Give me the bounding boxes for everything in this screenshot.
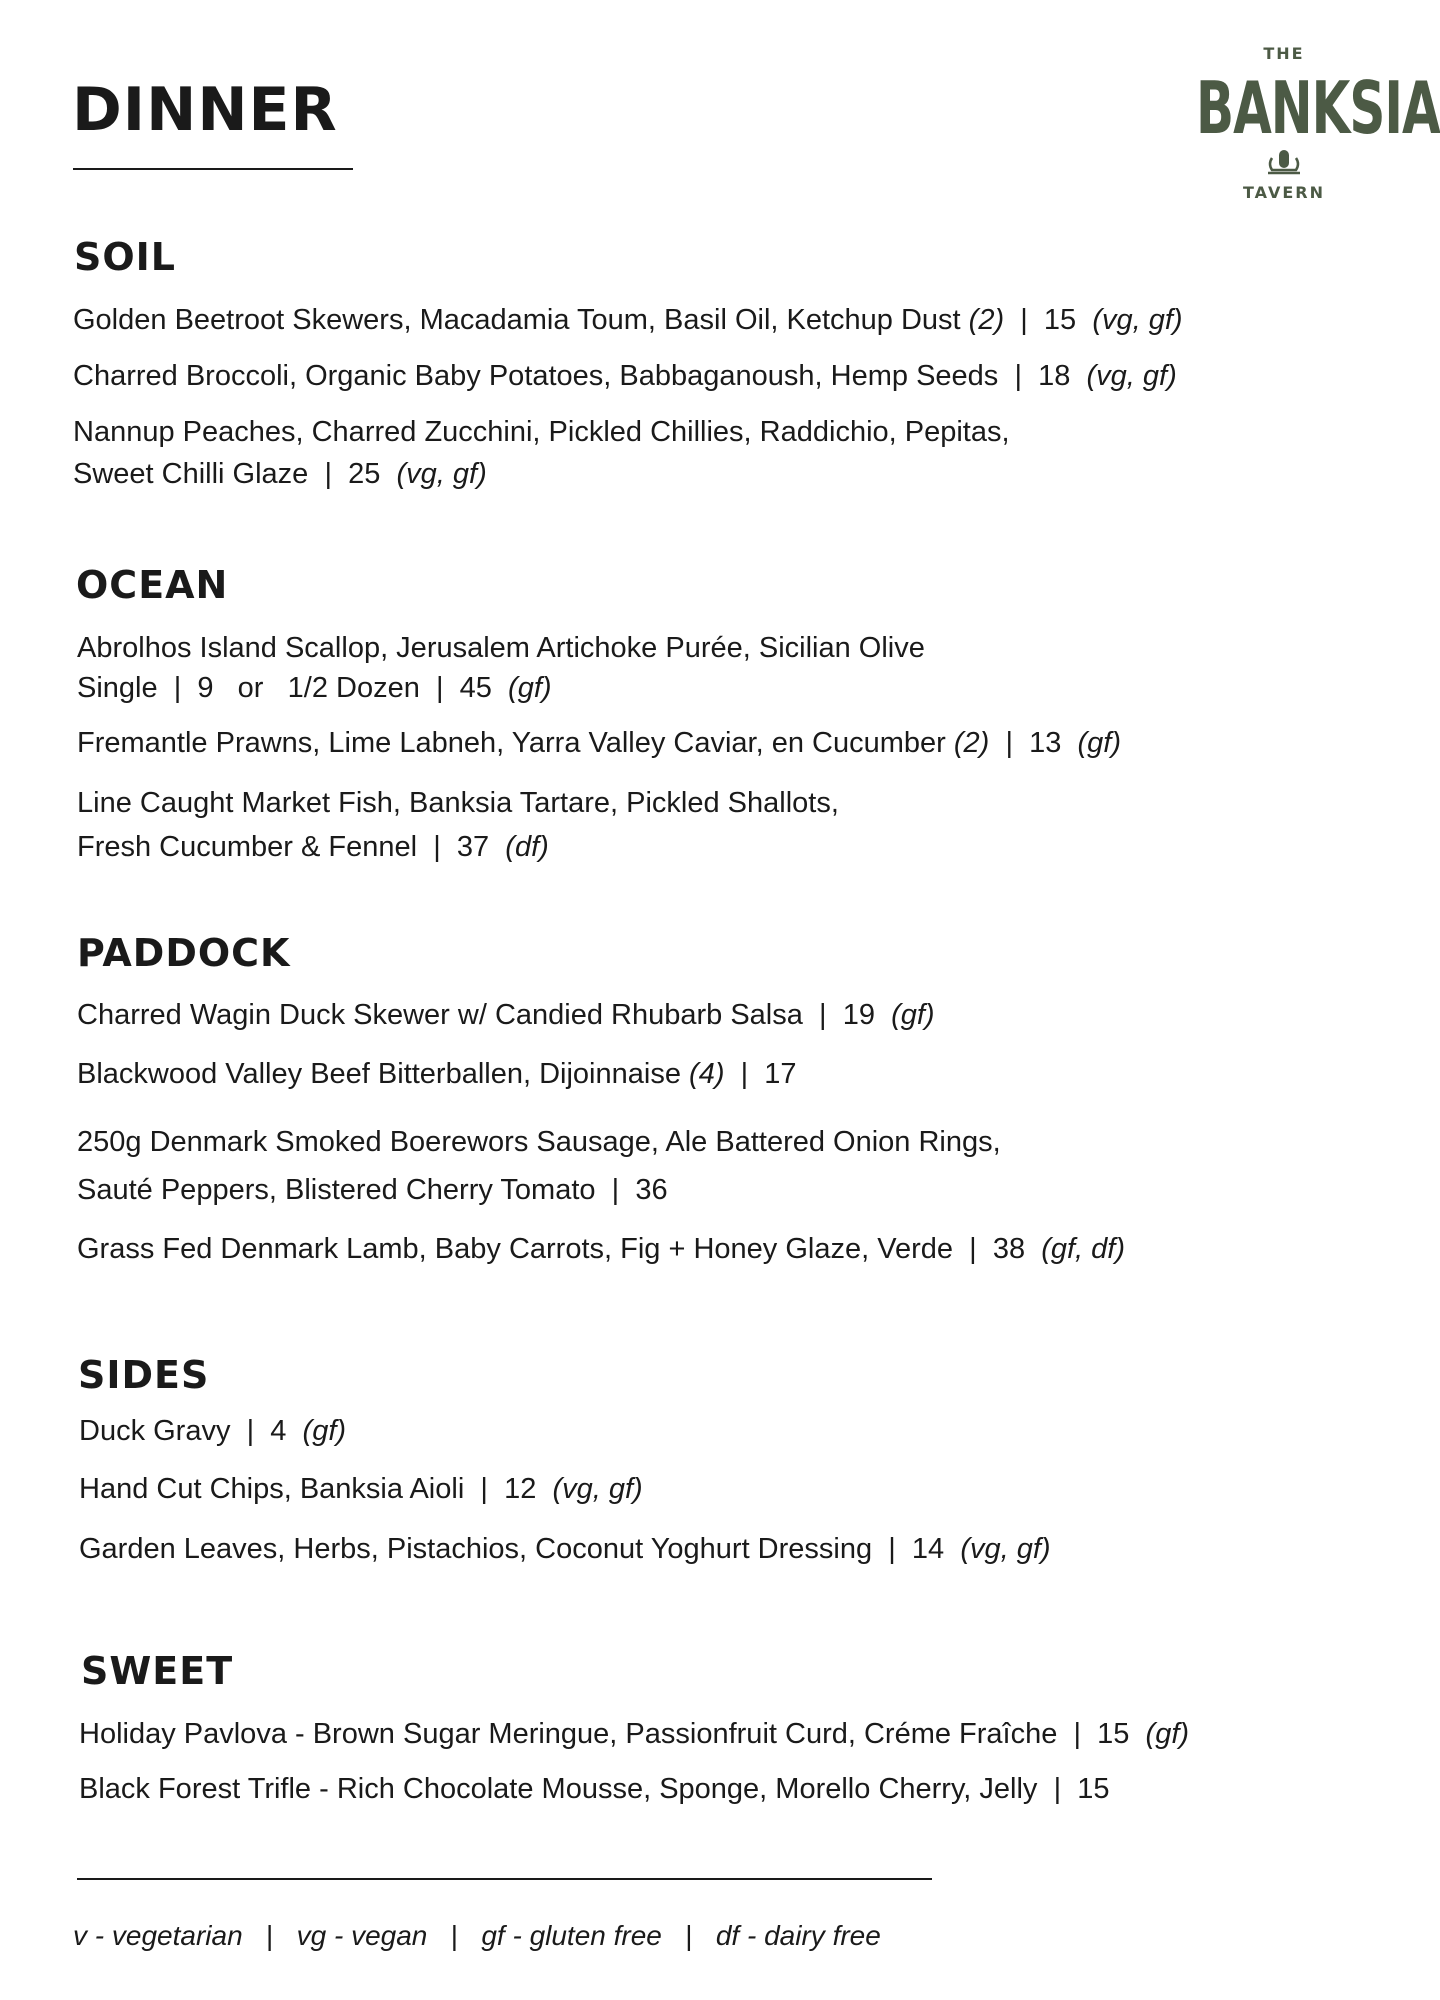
- legend-vegetarian: v - vegetarian: [73, 1920, 243, 1951]
- legend-vegan: vg - vegan: [296, 1920, 428, 1951]
- section-heading-sides: SIDES: [78, 1353, 210, 1397]
- footer-divider: [77, 1878, 932, 1880]
- section-heading-paddock: PADDOCK: [77, 931, 291, 975]
- menu-item: 250g Denmark Smoked Boerewors Sausage, Ale Battered Onion Rings, Sauté Peppers, Blistered Cherry Tomato | 36: [77, 1126, 1001, 1206]
- menu-item: Blackwood Valley Beef Bitterballen, Dijoinnaise (4) | 17: [77, 1058, 797, 1090]
- banksia-tavern-logo: [1196, 44, 1440, 208]
- section-heading-sweet: SWEET: [81, 1649, 234, 1693]
- banksia-flower-icon: [1264, 146, 1304, 176]
- menu-item: Nannup Peaches, Charred Zucchini, Pickled Chillies, Raddichio, Pepitas, Sweet Chilli Glaze | 25 (vg, gf): [73, 416, 1010, 490]
- menu-item: Abrolhos Island Scallop, Jerusalem Artichoke Purée, Sicilian Olive Single | 9 or 1/2 Dozen | 45 (gf): [77, 632, 925, 704]
- menu-item: Black Forest Trifle - Rich Chocolate Mousse, Sponge, Morello Cherry, Jelly | 15: [79, 1773, 1110, 1805]
- page-title: DINNER: [72, 75, 338, 145]
- section-heading-ocean: OCEAN: [76, 563, 229, 607]
- legend-dairy-free: df - dairy free: [715, 1920, 881, 1951]
- menu-item: Holiday Pavlova - Brown Sugar Meringue, Passionfruit Curd, Créme Fraîche | 15 (gf): [79, 1718, 1190, 1750]
- menu-item: Hand Cut Chips, Banksia Aioli | 12 (vg, gf): [79, 1473, 643, 1505]
- menu-item: Line Caught Market Fish, Banksia Tartare, Pickled Shallots, Fresh Cucumber & Fennel | 37 (df): [77, 787, 839, 863]
- section-heading-soil: SOIL: [74, 235, 177, 279]
- logo-tavern: TAVERN: [1243, 183, 1325, 202]
- menu-item: Golden Beetroot Skewers, Macadamia Toum, Basil Oil, Ketchup Dust (2) | 15 (vg, gf): [73, 304, 1183, 336]
- menu-item: Duck Gravy | 4 (gf): [79, 1415, 347, 1447]
- logo-the: THE: [1263, 44, 1305, 63]
- menu-item: Fremantle Prawns, Lime Labneh, Yarra Valley Caviar, en Cucumber (2) | 13 (gf): [77, 727, 1121, 759]
- legend-gluten-free: gf - gluten free: [481, 1920, 662, 1951]
- menu-item: Grass Fed Denmark Lamb, Baby Carrots, Fig + Honey Glaze, Verde | 38 (gf, df): [77, 1233, 1126, 1265]
- menu-item: Charred Broccoli, Organic Baby Potatoes, Babbaganoush, Hemp Seeds | 18 (vg, gf): [73, 360, 1177, 392]
- menu-item: Garden Leaves, Herbs, Pistachios, Coconut Yoghurt Dressing | 14 (vg, gf): [79, 1533, 1051, 1565]
- title-underline: [73, 168, 353, 170]
- dietary-legend: v - vegetarian | vg - vegan | gf - gluten free | df - dairy free: [73, 1920, 881, 1951]
- menu-item: Charred Wagin Duck Skewer w/ Candied Rhubarb Salsa | 19 (gf): [77, 999, 935, 1031]
- logo-name: BANKSIA: [1196, 66, 1440, 151]
